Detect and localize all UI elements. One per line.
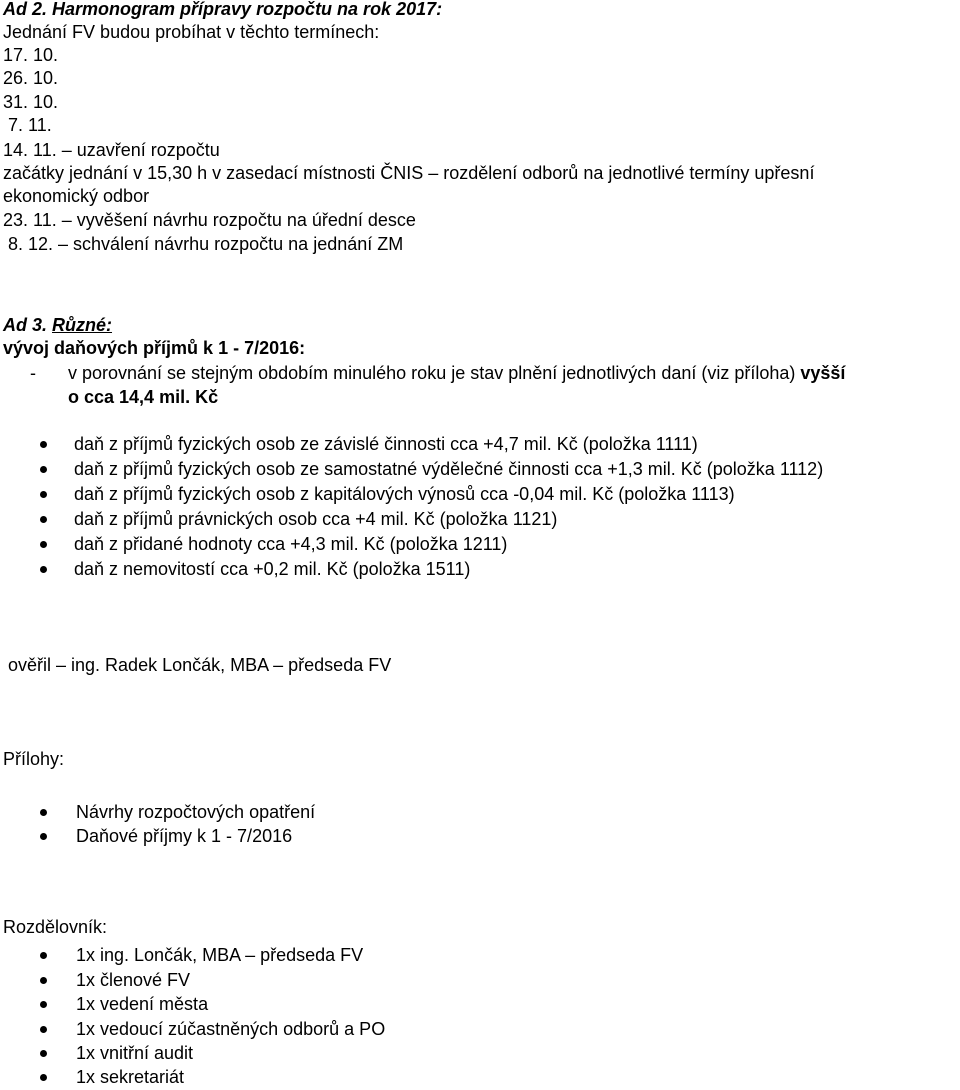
tax-item: daň z nemovitostí cca +0,2 mil. Kč (položka 1511) [74, 559, 471, 579]
bullet-icon [40, 566, 47, 573]
comparison-dash: - [30, 363, 36, 383]
ad2-date-4: 7. 11. [3, 115, 52, 135]
ad3-heading-prefix: Ad 3. [3, 315, 53, 335]
verified-line: ověřil – ing. Radek Lončák, MBA – předseda FV [3, 655, 392, 675]
ad2-date-3: 31. 10. [3, 92, 59, 112]
ad2-start-line-2: ekonomický odbor [3, 186, 150, 206]
bullet-icon [40, 516, 47, 523]
bullet-icon [40, 1074, 47, 1081]
ad2-date-1: 17. 10. [3, 45, 59, 65]
distribution-item: 1x sekretariát [76, 1067, 185, 1087]
attachment-item: Daňové příjmy k 1 - 7/2016 [76, 826, 293, 846]
ad2-closing-line: 14. 11. – uzavření rozpočtu [3, 140, 220, 160]
bullet-icon [40, 466, 47, 473]
tax-item: daň z přidané hodnoty cca +4,3 mil. Kč (položka 1211) [74, 534, 508, 554]
ad3-heading-title: Různé: [52, 315, 113, 335]
distribution-item: 1x ing. Lončák, MBA – předseda FV [76, 945, 364, 965]
comparison-line-1 [68, 362, 845, 386]
attachments-label: Přílohy: [3, 749, 65, 769]
bullet-icon [40, 977, 47, 984]
bullet-icon [40, 1050, 47, 1057]
tax-item: daň z příjmů právnických osob cca +4 mil. Kč (položka 1121) [74, 509, 558, 529]
ad2-date-2: 26. 10. [3, 68, 59, 88]
ad2-heading: Ad 2. Harmonogram přípravy rozpočtu na rok 2017: [3, 0, 443, 19]
distribution-item: 1x vedoucí zúčastněných odborů a PO [76, 1019, 386, 1039]
distribution-label: Rozdělovník: [3, 917, 108, 937]
bullet-icon [40, 491, 47, 498]
tax-item: daň z příjmů fyzických osob ze závislé činnosti cca +4,7 mil. Kč (položka 1111) [74, 434, 698, 454]
distribution-item: 1x vedení města [76, 994, 209, 1014]
bullet-icon [40, 441, 47, 448]
distribution-item: 1x členové FV [76, 970, 191, 990]
distribution-item: 1x vnitřní audit [76, 1043, 194, 1063]
bullet-icon [40, 833, 47, 840]
bullet-icon [40, 541, 47, 548]
ad2-intro: Jednání FV budou probíhat v těchto termínech: [3, 22, 380, 42]
tax-item: daň z příjmů fyzických osob z kapitálových výnosů cca -0,04 mil. Kč (položka 1113) [74, 484, 735, 504]
bullet-icon [40, 1001, 47, 1008]
ad2-start-line-1: začátky jednání v 15,30 h v zasedací místnosti ČNIS – rozdělení odborů na jednotlivé termíny upřesní [3, 163, 815, 183]
tax-item: daň z příjmů fyzických osob ze samostatné výdělečné činnosti cca +1,3 mil. Kč (položka 1112) [74, 459, 824, 479]
comparison-line-2: o cca 14,4 mil. Kč [68, 387, 219, 407]
ad2-approval-line: 8. 12. – schválení návrhu rozpočtu na jednání ZM [3, 234, 404, 254]
attachment-item: Návrhy rozpočtových opatření [76, 802, 316, 822]
ad3-heading [3, 314, 112, 338]
ad2-posting-line: 23. 11. – vyvěšení návrhu rozpočtu na úřední desce [3, 210, 416, 230]
bullet-icon [40, 1026, 47, 1033]
bullet-icon [40, 809, 47, 816]
bullet-icon [40, 952, 47, 959]
comparison-emphasis: vyšší [800, 363, 846, 383]
comparison-text: v porovnání se stejným obdobím minulého roku je stav plnění jednotlivých daní (viz příloha) [68, 363, 801, 383]
ad3-subheading: vývoj daňových příjmů k 1 - 7/2016: [3, 338, 306, 358]
